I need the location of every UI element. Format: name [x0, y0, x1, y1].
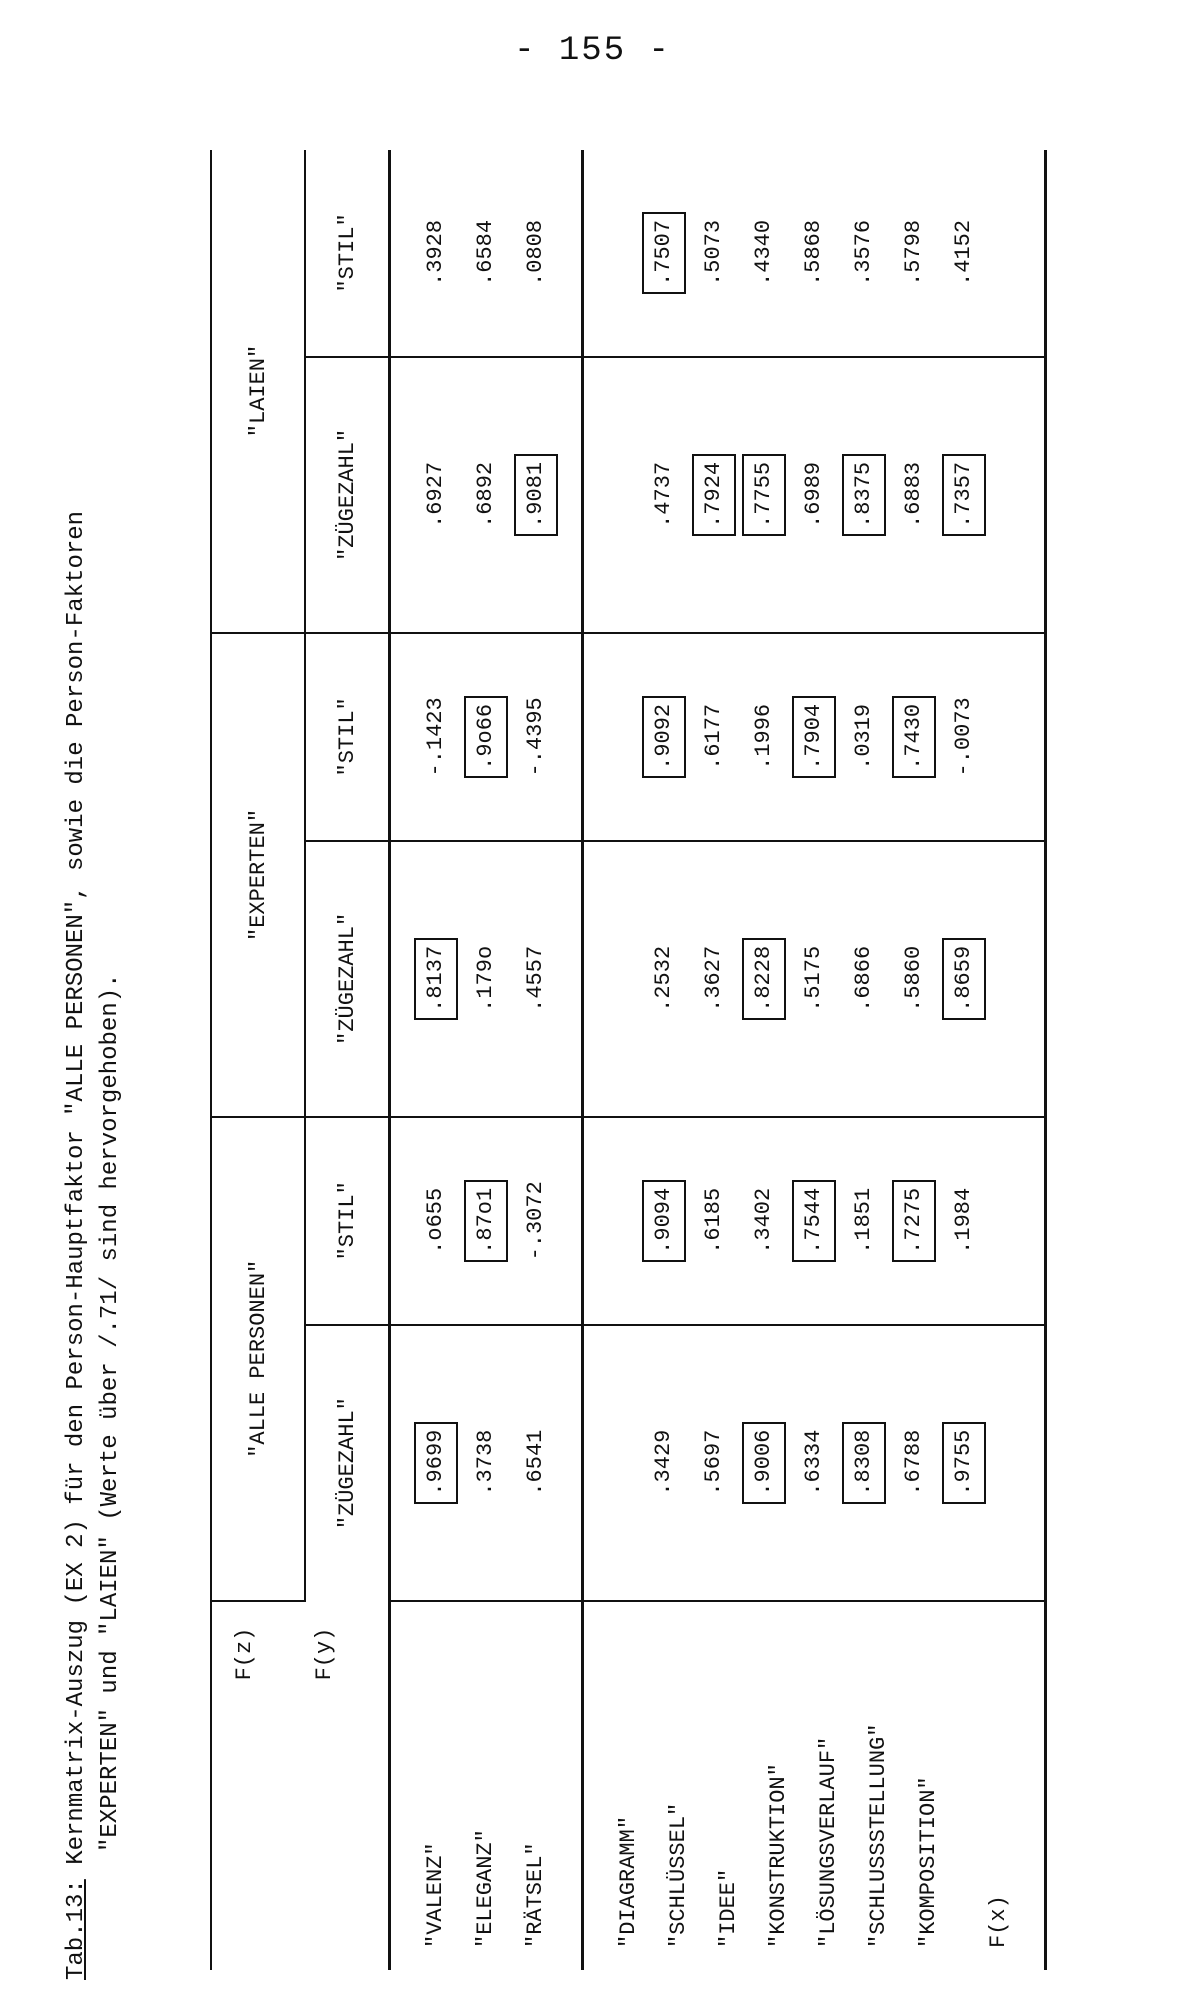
matrix-value-row: [839, 634, 889, 840]
matrix-value: .1996: [751, 703, 776, 770]
matrix-value: .7430: [892, 696, 936, 778]
matrix-value-row: [939, 634, 989, 840]
matrix-value-row: [411, 150, 461, 356]
matrix-value-row: [639, 1118, 689, 1324]
row-label: "ELEGANZ": [473, 1829, 498, 1948]
matrix-value-row: [889, 634, 939, 840]
matrix-value-row: [739, 150, 789, 356]
matrix-value: .7904: [792, 696, 836, 778]
matrix-value: .9755: [942, 1422, 986, 1504]
group-header-experten: "EXPERTEN": [211, 633, 305, 1117]
matrix-value: .6788: [901, 1429, 926, 1496]
matrix-value-row: [789, 842, 839, 1116]
matrix-value: .7357: [942, 454, 986, 536]
matrix-value: .6185: [701, 1187, 726, 1254]
matrix-value-row: [689, 1118, 739, 1324]
matrix-value: .4557: [523, 945, 548, 1012]
matrix-value: .5697: [701, 1429, 726, 1496]
group-header-alle: "ALLE PERSONEN": [211, 1117, 305, 1601]
matrix-value-row: [839, 842, 889, 1116]
matrix-value: .3429: [651, 1429, 676, 1496]
corner-fz: F(z): [232, 1627, 257, 1681]
matrix-value: .6892: [473, 461, 498, 528]
row-label: "VALENZ": [423, 1842, 448, 1948]
matrix-value: .6584: [473, 219, 498, 286]
matrix-value: .5860: [901, 945, 926, 1012]
matrix-value: .6177: [701, 703, 726, 770]
row-label: "SCHLUSSSTELLUNG": [866, 1723, 891, 1948]
corner-fy: F(y): [312, 1627, 337, 1681]
matrix-value: -.0073: [951, 697, 976, 777]
matrix-value: .1851: [851, 1187, 876, 1254]
rotated-content: [60, 150, 1080, 1980]
matrix-value-row: [739, 842, 789, 1116]
values-block-2: [583, 633, 1046, 841]
matrix-value: .9699: [414, 1422, 458, 1504]
matrix-value-row: [461, 1118, 511, 1324]
matrix-value-row: [461, 150, 511, 356]
matrix-value-row: [789, 150, 839, 356]
matrix-value-row: [939, 150, 989, 356]
matrix-value-row: [639, 842, 689, 1116]
matrix-value: .9o66: [464, 696, 508, 778]
matrix-value: .9006: [742, 1422, 786, 1504]
values-block-2: [583, 150, 1046, 357]
table-caption: [60, 150, 128, 1980]
matrix-value-row: [411, 634, 461, 840]
matrix-value: .179o: [473, 945, 498, 1012]
subcol-header: "ZÜGEZAHL": [305, 1325, 390, 1601]
matrix-value-row: [789, 358, 839, 632]
matrix-value-row: [689, 150, 739, 356]
matrix-value: .9092: [642, 696, 686, 778]
matrix-value: .6866: [851, 945, 876, 1012]
matrix-value-row: [739, 1118, 789, 1324]
matrix-value-row: [889, 1326, 939, 1600]
matrix-value: .6883: [901, 461, 926, 528]
matrix-value-row: [411, 358, 461, 632]
matrix-value: -.4395: [523, 697, 548, 777]
matrix-value: .4737: [651, 461, 676, 528]
values-block-1: [390, 357, 583, 633]
matrix-value-row: [839, 150, 889, 356]
subcol-header: "STIL": [305, 1117, 390, 1325]
matrix-value: -.3072: [523, 1181, 548, 1261]
matrix-value: .6541: [523, 1429, 548, 1496]
matrix-value: .o655: [423, 1187, 448, 1254]
matrix-value-row: [511, 634, 561, 840]
matrix-value: .5798: [901, 219, 926, 286]
matrix-value-row: [639, 1326, 689, 1600]
matrix-value: .2532: [651, 945, 676, 1012]
caption-line-2: "EXPERTEN" und "LAIEN" (Werte über /.71/ sind hervorgehoben).: [97, 973, 124, 1852]
matrix-value-row: [511, 1326, 561, 1600]
matrix-value: .5175: [801, 945, 826, 1012]
matrix-value-row: [789, 634, 839, 840]
matrix-value-row: [689, 634, 739, 840]
matrix-value-row: [511, 358, 561, 632]
matrix-value: .8228: [742, 938, 786, 1020]
matrix-value: .6334: [801, 1429, 826, 1496]
matrix-value-row: [839, 358, 889, 632]
matrix-value-row: [939, 1118, 989, 1324]
values-block-1: [390, 150, 583, 357]
subcol-header: "STIL": [305, 150, 390, 357]
matrix-value-row: [739, 358, 789, 632]
matrix-value: .1984: [951, 1187, 976, 1254]
matrix-value-row: [511, 842, 561, 1116]
caption-line-1: Kernmatrix-Auszug (EX 2) für den Person-Hauptfaktor "ALLE PERSONEN", sowie die Person-Faktoren: [63, 510, 90, 1880]
row-label: "KOMPOSITION": [916, 1776, 941, 1948]
matrix-value: .3402: [751, 1187, 776, 1254]
row-label: "DIAGRAMM": [616, 1815, 641, 1948]
matrix-value-row: [789, 1326, 839, 1600]
matrix-value: .5868: [801, 219, 826, 286]
row-label: "SCHLÜSSEL": [666, 1802, 691, 1948]
matrix-value: .7507: [642, 212, 686, 294]
row-labels-block-2: [583, 1601, 1046, 1970]
values-block-2: [583, 841, 1046, 1117]
values-block-2: [583, 1117, 1046, 1325]
matrix-value-row: [789, 1118, 839, 1324]
corner-fx: F(x): [986, 1895, 1011, 1948]
matrix-value: .8137: [414, 938, 458, 1020]
matrix-value-row: [739, 634, 789, 840]
row-label: "KONSTRUKTION": [766, 1763, 791, 1948]
matrix-value-row: [639, 150, 689, 356]
matrix-value: .3576: [851, 219, 876, 286]
matrix-value: .7275: [892, 1180, 936, 1262]
row-label: "RÄTSEL": [523, 1842, 548, 1948]
corner-cell: [211, 1601, 390, 1970]
matrix-value-row: [889, 842, 939, 1116]
matrix-value-row: [939, 358, 989, 632]
matrix-value-row: [889, 358, 939, 632]
matrix-value: .8308: [842, 1422, 886, 1504]
matrix-value: .4152: [951, 219, 976, 286]
matrix-value: .0808: [523, 219, 548, 286]
group-header-laien: "LAIEN": [211, 150, 305, 633]
matrix-value: .3928: [423, 219, 448, 286]
matrix-value-row: [889, 150, 939, 356]
matrix-value-row: [461, 842, 511, 1116]
matrix-value: .0319: [851, 703, 876, 770]
values-block-2: [583, 357, 1046, 633]
matrix-value: .5073: [701, 219, 726, 286]
matrix-value-row: [639, 634, 689, 840]
matrix-value-row: [739, 1326, 789, 1600]
values-block-1: [390, 1117, 583, 1325]
matrix-value-row: [939, 842, 989, 1116]
values-block-2: [583, 1325, 1046, 1601]
row-label: "LÖSUNGSVERLAUF": [816, 1736, 841, 1948]
matrix-value: .4340: [751, 219, 776, 286]
matrix-value: .8375: [842, 454, 886, 536]
page-number: - 155 -: [514, 32, 671, 70]
subcol-header: "ZÜGEZAHL": [305, 841, 390, 1117]
matrix-value-row: [461, 358, 511, 632]
matrix-value-row: [689, 1326, 739, 1600]
matrix-value-row: [461, 1326, 511, 1600]
matrix-value: .6989: [801, 461, 826, 528]
values-block-1: [390, 633, 583, 841]
matrix-value-row: [839, 1326, 889, 1600]
matrix-value-row: [411, 1118, 461, 1324]
values-block-1: [390, 841, 583, 1117]
values-block-1: [390, 1325, 583, 1601]
matrix-value: .7755: [742, 454, 786, 536]
matrix-value: .87o1: [464, 1180, 508, 1262]
matrix-value: -.1423: [423, 697, 448, 777]
matrix-value: .8659: [942, 938, 986, 1020]
matrix-value: .6927: [423, 461, 448, 528]
matrix-value-row: [511, 150, 561, 356]
matrix-value-row: [689, 358, 739, 632]
matrix-value: .9094: [642, 1180, 686, 1262]
caption-label: Tab.13:: [63, 1879, 90, 1980]
matrix-value: .3738: [473, 1429, 498, 1496]
subcol-header: "ZÜGEZAHL": [305, 357, 390, 633]
matrix-value-row: [511, 1118, 561, 1324]
matrix-value-row: [939, 1326, 989, 1600]
row-labels-block-1: [390, 1601, 583, 1970]
matrix-value-row: [889, 1118, 939, 1324]
matrix-value-row: [461, 634, 511, 840]
subcol-header: "STIL": [305, 633, 390, 841]
matrix-value: .3627: [701, 945, 726, 1012]
matrix-value-row: [411, 842, 461, 1116]
matrix-value-row: [411, 1326, 461, 1600]
matrix-value-row: [639, 358, 689, 632]
matrix-value-row: [839, 1118, 889, 1324]
matrix-value: .9081: [514, 454, 558, 536]
matrix-value: .7924: [692, 454, 736, 536]
matrix-value-row: [689, 842, 739, 1116]
kernmatrix-table: [210, 150, 1047, 1970]
row-label: "IDEE": [716, 1868, 741, 1948]
matrix-value: .7544: [792, 1180, 836, 1262]
